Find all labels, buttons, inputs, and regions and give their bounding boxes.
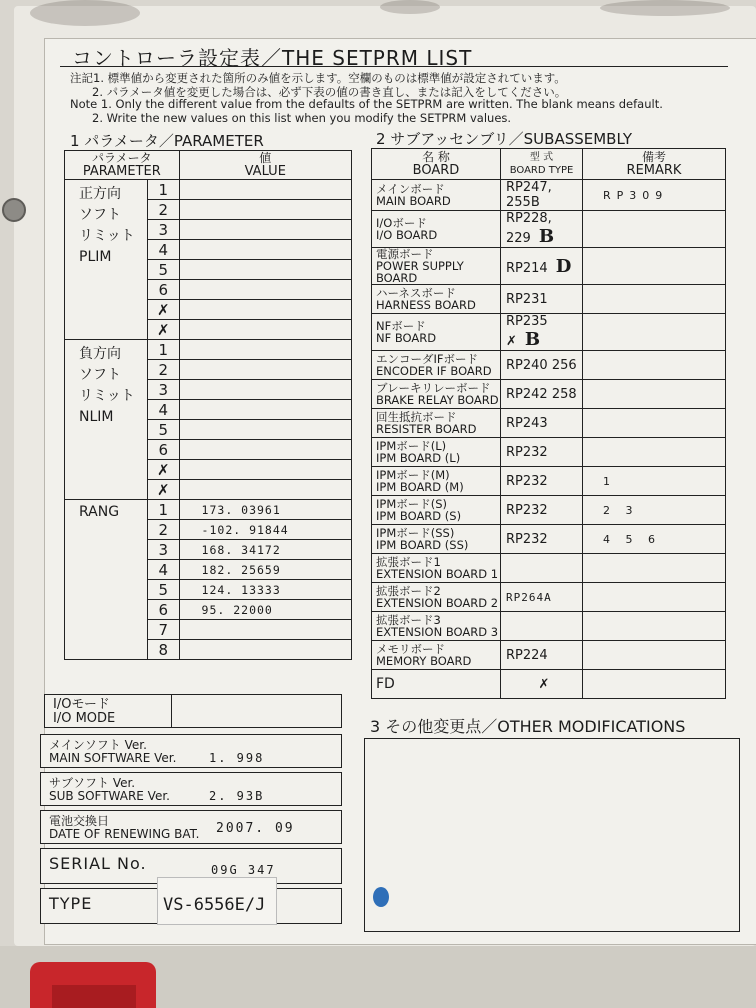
note-en-1: Note 1. Only the different value from the defaults of the SETPRM are written. The blank means default. — [70, 97, 663, 111]
nlim-value-cell — [179, 380, 351, 400]
rang-row-num: 7 — [147, 620, 179, 640]
note-jp-2: 2. パラメータ値を変更した場合は、必ず下表の値の書き直し、または記入をしてください。 — [92, 85, 567, 99]
parameter-section-title: 1 パラメータ／PARAMETER — [70, 132, 264, 150]
rang-value: 182. 25659 — [179, 560, 351, 580]
screw-icon — [2, 198, 26, 222]
plim-row-num: 5 — [147, 260, 179, 280]
revision-mark: D — [555, 255, 572, 277]
sub-software-box: サブソフト Ver. SUB SOFTWARE Ver. 2. 93B — [40, 772, 342, 806]
rang-value — [179, 640, 351, 660]
nlim-value-cell — [179, 440, 351, 460]
rang-label: RANG — [65, 500, 148, 660]
nlim-value-cell — [179, 400, 351, 420]
table-row: I/Oボード I/O BOARD RP228, 229 B — [372, 211, 726, 248]
nlim-row-num: 5 — [147, 420, 179, 440]
plim-value-cell — [179, 300, 351, 320]
rang-value: 95. 22000 — [179, 600, 351, 620]
board-col-header: 名 称 BOARD — [372, 149, 501, 180]
nlim-value-cell — [179, 480, 351, 500]
table-row: 回生抵抗ボード RESISTER BOARD RP243 — [372, 409, 726, 438]
rang-row-num: 8 — [147, 640, 179, 660]
table-row: メインボード MAIN BOARD RP247, 255B RP309 — [372, 180, 726, 211]
plim-value-cell — [179, 200, 351, 220]
rang-row-num: 5 — [147, 580, 179, 600]
plim-value-cell — [179, 320, 351, 340]
serial-box: SERIAL No. 09G 347 — [40, 848, 342, 884]
rang-value: 173. 03961 — [179, 500, 351, 520]
table-row: NFボード NF BOARD RP235 ✗ B — [372, 314, 726, 351]
plim-value-cell — [179, 220, 351, 240]
revision-mark: B — [538, 226, 555, 247]
rang-value: -102. 91844 — [179, 520, 351, 540]
other-section-title: 3 その他変更点／OTHER MODIFICATIONS — [370, 717, 686, 736]
table-row: 電源ボード POWER SUPPLY BOARD RP214 D — [372, 248, 726, 285]
plim-row-num: 4 — [147, 240, 179, 260]
blue-dot-icon — [373, 887, 389, 907]
plim-value-cell — [179, 260, 351, 280]
plim-row-num: 3 — [147, 220, 179, 240]
param-col-header: パラメータ PARAMETER — [65, 151, 180, 180]
battery-date-box: 電池交換日 DATE OF RENEWING BAT. 2007. 09 — [40, 810, 342, 844]
battery-date-value: 2007. 09 — [216, 821, 295, 836]
rang-row-num: 3 — [147, 540, 179, 560]
rang-value: 168. 34172 — [179, 540, 351, 560]
rang-row-num: 4 — [147, 560, 179, 580]
type-box: TYPE VS-6556E/J — [40, 888, 342, 924]
plim-row-num: 6 — [147, 280, 179, 300]
rang-row-num: 6 — [147, 600, 179, 620]
note-jp-1: 注記1. 標準値から変更された箇所のみ値を示します。空欄のものは標準値が設定されています。 — [70, 71, 566, 85]
subassembly-section-title: 2 サブアッセンブリ／SUBASSEMBLY — [376, 130, 632, 148]
type-value: VS-6556E/J — [163, 895, 266, 915]
rang-row-num: 2 — [147, 520, 179, 540]
plim-row-num: 1 — [147, 180, 179, 200]
other-modifications-box — [364, 738, 740, 932]
table-row: 拡張ボード1 EXTENSION BOARD 1 — [372, 554, 726, 583]
main-software-box: メインソフト Ver. MAIN SOFTWARE Ver. 1. 998 — [40, 734, 342, 768]
io-mode-row: I/Oモード I/O MODE — [44, 694, 342, 728]
plim-value-cell — [179, 240, 351, 260]
table-row: FD ✗ — [372, 670, 726, 699]
rang-value: 124. 13333 — [179, 580, 351, 600]
table-row: メモリボード MEMORY BOARD RP224 — [372, 641, 726, 670]
table-row: IPMボード(L) IPM BOARD (L) RP232 — [372, 438, 726, 467]
plim-row-num: 2 — [147, 200, 179, 220]
parameter-table — [64, 150, 352, 660]
nlim-row-num: 3 — [147, 380, 179, 400]
plim-value-cell — [179, 180, 351, 200]
table-row: 拡張ボード2 EXTENSION BOARD 2 RP264A — [372, 583, 726, 612]
table-row: IPMボード(SS) IPM BOARD (SS) RP232 4 5 6 — [372, 525, 726, 554]
value-col-header: 値 VALUE — [179, 151, 351, 180]
plim-row-num-crossed: ✗ — [147, 300, 179, 320]
dirt-stain — [600, 0, 730, 16]
nlim-row-num: 6 — [147, 440, 179, 460]
plim-label: 正方向 ソフト リミット PLIM — [65, 180, 148, 340]
rang-row-num: 1 — [147, 500, 179, 520]
table-row: ブレーキリレーボード BRAKE RELAY BOARD RP242 258 — [372, 380, 726, 409]
sub-software-value: 2. 93B — [209, 789, 265, 803]
nlim-value-cell — [179, 420, 351, 440]
nlim-row-num-crossed: ✗ — [147, 480, 179, 500]
subassembly-table — [371, 148, 726, 699]
main-software-value: 1. 998 — [209, 751, 265, 765]
table-row: 拡張ボード3 EXTENSION BOARD 3 — [372, 612, 726, 641]
nlim-row-num: 2 — [147, 360, 179, 380]
table-row: エンコーダIFボード ENCODER IF BOARD RP240 256 — [372, 351, 726, 380]
nlim-value-cell — [179, 360, 351, 380]
rang-value — [179, 620, 351, 640]
plim-value-cell — [179, 280, 351, 300]
nlim-value-cell — [179, 460, 351, 480]
nlim-label: 負方向 ソフト リミット NLIM — [65, 340, 148, 500]
nlim-value-cell — [179, 340, 351, 360]
remark-col-header: 備考 REMARK — [583, 149, 726, 180]
revision-mark: B — [524, 329, 541, 350]
table-row: IPMボード(M) IPM BOARD (M) RP232 1 — [372, 467, 726, 496]
dirt-stain — [380, 0, 440, 14]
board-type-col-header: 型 式 BOARD TYPE — [501, 149, 583, 180]
nlim-row-num: 1 — [147, 340, 179, 360]
page-title: コントローラ設定表／THE SETPRM LIST — [72, 46, 473, 70]
plim-row-num-crossed: ✗ — [147, 320, 179, 340]
note-en-2: 2. Write the new values on this list when you modify the SETPRM values. — [92, 111, 512, 125]
table-row: ハーネスボード HARNESS BOARD RP231 — [372, 285, 726, 314]
dirt-stain — [30, 0, 140, 26]
nlim-row-num-crossed: ✗ — [147, 460, 179, 480]
serial-value: 09G 347 — [211, 863, 276, 877]
table-row: IPMボード(S) IPM BOARD (S) RP232 2 3 — [372, 496, 726, 525]
emergency-stop-collar — [52, 985, 136, 1008]
nlim-row-num: 4 — [147, 400, 179, 420]
